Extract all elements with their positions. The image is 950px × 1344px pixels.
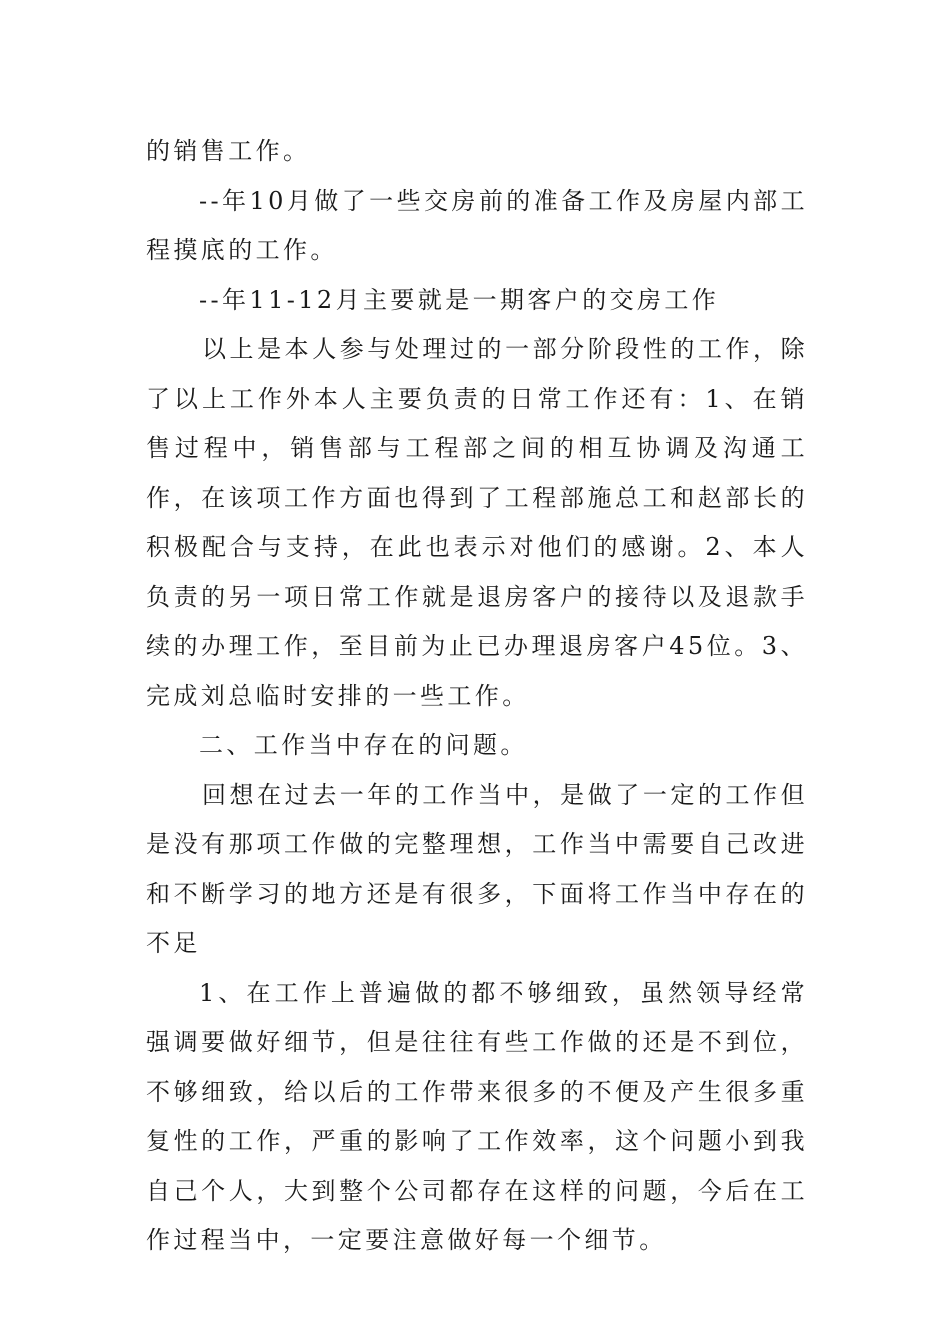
paragraph-daily-duties: 以上是本人参与处理过的一部分阶段性的工作，除了以上工作外本人主要负责的日常工作还有：1、在销售过程中，销售部与工程部之间的相互协调及沟通工作，在该项工作方面也得到了工程部施总工和赵部长的积极配合与支持，在此也表示对他们的感谢。2、本人负责的另一项日常工作就是退房客户的接待以及退款手续的办理工作，至目前为止已办理退房客户45位。3、完成刘总临时安排的一些工作。	[146, 335, 808, 710]
section-heading-problems: 二、工作当中存在的问题。	[199, 731, 528, 759]
paragraph-reflection: 回想在过去一年的工作当中，是做了一定的工作但是没有那项工作做的完整理想，工作当中需要自己改进和不断学习的地方还是有很多，下面将工作当中存在的不足	[146, 780, 808, 957]
paragraph-detail-issue: 1、在工作上普遍做的都不够细致，虽然领导经常强调要做好细节，但是往往有些工作做的还是不到位，不够细致，给以后的工作带来很多的不便及产生很多重复性的工作，严重的影响了工作效率，这个问题小到我自己个人，大到整个公司都存在这样的问题，今后在工作过程当中，一定要注意做好每一个细节。	[146, 978, 808, 1254]
document-body	[146, 127, 808, 1266]
paragraph-nov-dec-work: --年11-12月主要就是一期客户的交房工作	[199, 285, 720, 314]
paragraph-october-work: --年10月做了一些交房前的准备工作及房屋内部工程摸底的工作。	[146, 186, 808, 264]
paragraph-sales-work-end: 的销售工作。	[146, 137, 311, 165]
